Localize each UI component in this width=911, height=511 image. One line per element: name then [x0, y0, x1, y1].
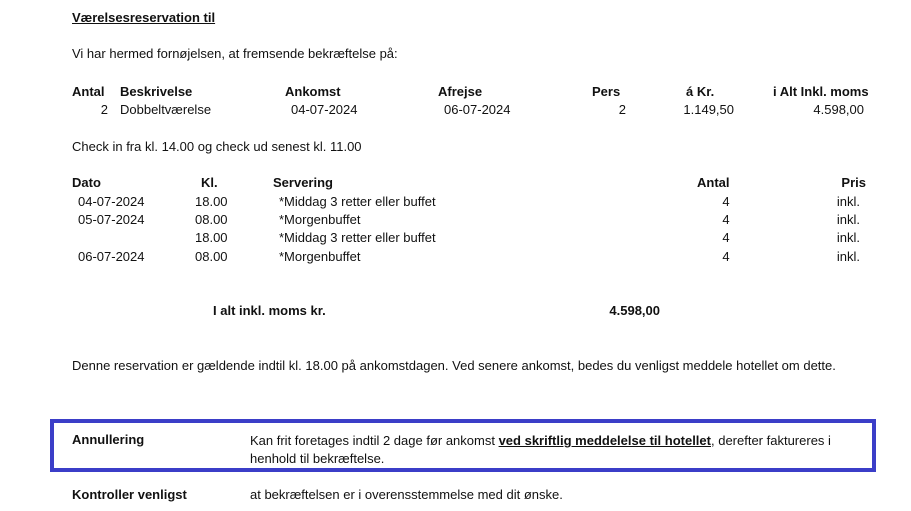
meal-antal: 4: [722, 230, 730, 245]
cancellation-text-emphasis: ved skriftlig meddelelse til hotellet: [498, 433, 711, 448]
meal-header-servering: Servering: [273, 175, 333, 190]
meal-servering: *Middag 3 retter eller buffet: [279, 230, 436, 245]
booking-beskrivelse: Dobbeltværelse: [120, 102, 212, 117]
total-value: 4.598,00: [609, 303, 660, 318]
header-antal: Antal: [72, 84, 105, 99]
header-a-kr: á Kr.: [686, 84, 715, 99]
booking-antal: 2: [100, 102, 108, 117]
meal-kl: 08.00: [195, 212, 228, 227]
meal-servering: *Morgenbuffet: [279, 212, 361, 227]
meal-kl: 18.00: [195, 194, 228, 209]
meal-dato: 05-07-2024: [78, 212, 145, 227]
booking-i-alt: 4.598,00: [813, 102, 864, 117]
meal-antal: 4: [722, 194, 730, 209]
cancellation-text: [250, 432, 862, 468]
meal-kl: 08.00: [195, 249, 228, 264]
cancellation-text-after: , derefter faktureres i henhold til bekræftelse.: [250, 433, 831, 466]
header-ankomst: Ankomst: [285, 84, 341, 99]
meal-kl: 18.00: [195, 230, 228, 245]
header-pers: Pers: [592, 84, 621, 99]
meal-servering: *Middag 3 retter eller buffet: [279, 194, 436, 209]
check-label: Kontroller venligst: [72, 487, 187, 502]
header-beskrivelse: Beskrivelse: [120, 84, 193, 99]
checkin-text: Check in fra kl. 14.00 og check ud senest kl. 11.00: [72, 139, 362, 154]
meal-header-kl: Kl.: [201, 175, 218, 190]
cancellation-text-before: Kan frit foretages indtil 2 dage før ankomst: [250, 433, 499, 448]
booking-a-kr: 1.149,50: [683, 102, 734, 117]
booking-afrejse: 06-07-2024: [444, 102, 511, 117]
document-title: Værelsesreservation til: [72, 10, 216, 25]
meal-antal: 4: [722, 249, 730, 264]
meal-header-antal: Antal: [697, 175, 730, 190]
cancellation-label: Annullering: [72, 432, 145, 447]
meal-pris: inkl.: [836, 212, 860, 227]
meal-header-pris: Pris: [841, 175, 866, 190]
meal-pris: inkl.: [836, 194, 860, 209]
meal-dato: 06-07-2024: [78, 249, 145, 264]
header-afrejse: Afrejse: [438, 84, 483, 99]
booking-ankomst: 04-07-2024: [291, 102, 358, 117]
booking-pers: 2: [618, 102, 626, 117]
meal-pris: inkl.: [836, 249, 860, 264]
check-text: at bekræftelsen er i overensstemmelse med dit ønske.: [250, 487, 563, 502]
header-i-alt: i Alt Inkl. moms: [773, 84, 869, 99]
meal-dato: 04-07-2024: [78, 194, 145, 209]
meal-header-dato: Dato: [72, 175, 101, 190]
total-label: I alt inkl. moms kr.: [213, 303, 326, 318]
meal-antal: 4: [722, 212, 730, 227]
meal-servering: *Morgenbuffet: [279, 249, 361, 264]
meal-pris: inkl.: [836, 230, 860, 245]
validity-text: Denne reservation er gældende indtil kl. 18.00 på ankomstdagen. Ved senere ankomst, bedes du venligst meddele hotellet om dette.: [72, 358, 836, 373]
intro-text: Vi har hermed fornøjelsen, at fremsende bekræftelse på:: [72, 46, 398, 61]
